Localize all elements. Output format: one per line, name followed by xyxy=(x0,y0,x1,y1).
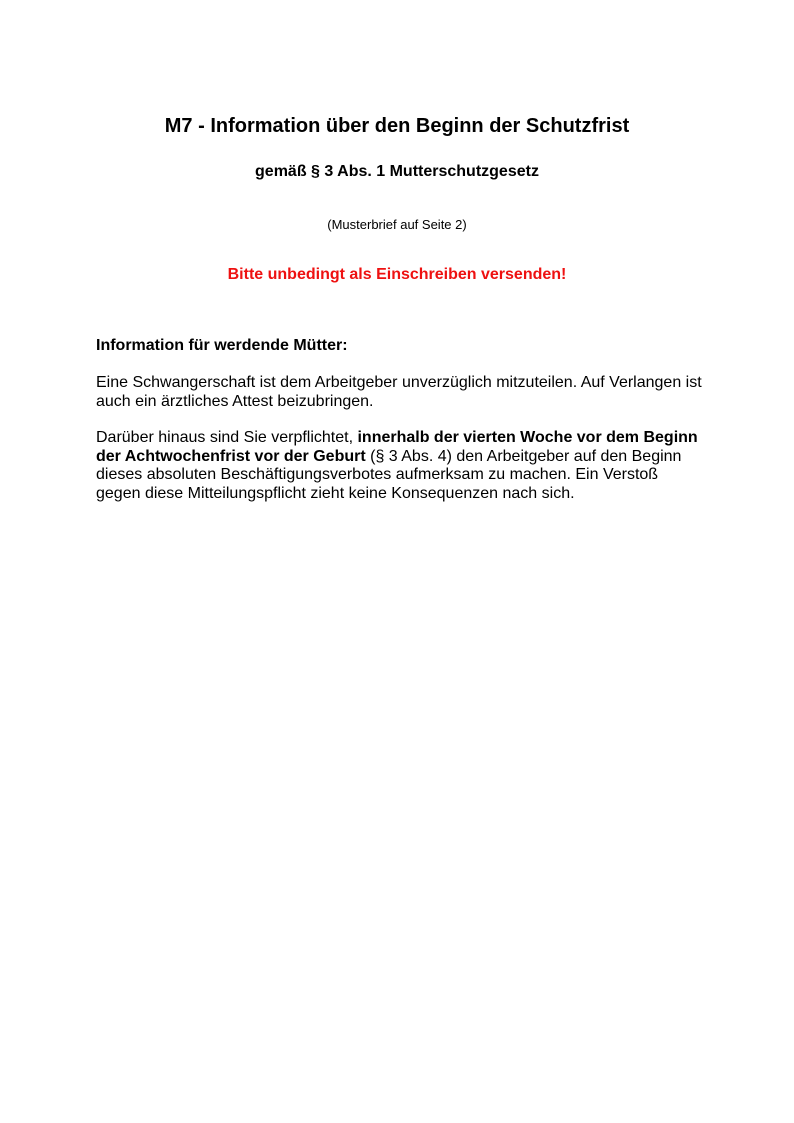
paragraph-obligation-part1: Darüber hinaus sind Sie verpflichtet, xyxy=(96,429,358,446)
page-subtitle: gemäß § 3 Abs. 1 Mutterschutzgesetz xyxy=(255,163,539,180)
paragraph-obligation xyxy=(96,429,706,503)
paragraph-notification: Eine Schwangerschaft ist dem Arbeitgeber unverzüglich mitzuteilen. Auf Verlangen ist auch ein ärztliches Attest beizubringen. xyxy=(96,374,702,410)
registered-mail-warning: Bitte unbedingt als Einschreiben versenden! xyxy=(227,266,567,283)
info-heading: Information für werdende Mütter: xyxy=(96,337,348,354)
sample-letter-note: (Musterbrief auf Seite 2) xyxy=(327,217,467,232)
page-title: M7 - Information über den Beginn der Schutzfrist xyxy=(164,115,630,137)
paragraph-obligation-part3: (§ 3 Abs. 4) den Arbeitgeber auf den Beginn dieses absoluten Beschäftigungsverbotes aufmerksam zu machen. Ein Verstoß gegen diese Mitteilungspflicht zieht keine Konsequenzen nach sich. xyxy=(96,447,682,502)
paragraph-obligation-deadline: innerhalb der vierten Woche vor dem Beginn der Achtwochenfrist vor der Geburt xyxy=(96,429,698,465)
